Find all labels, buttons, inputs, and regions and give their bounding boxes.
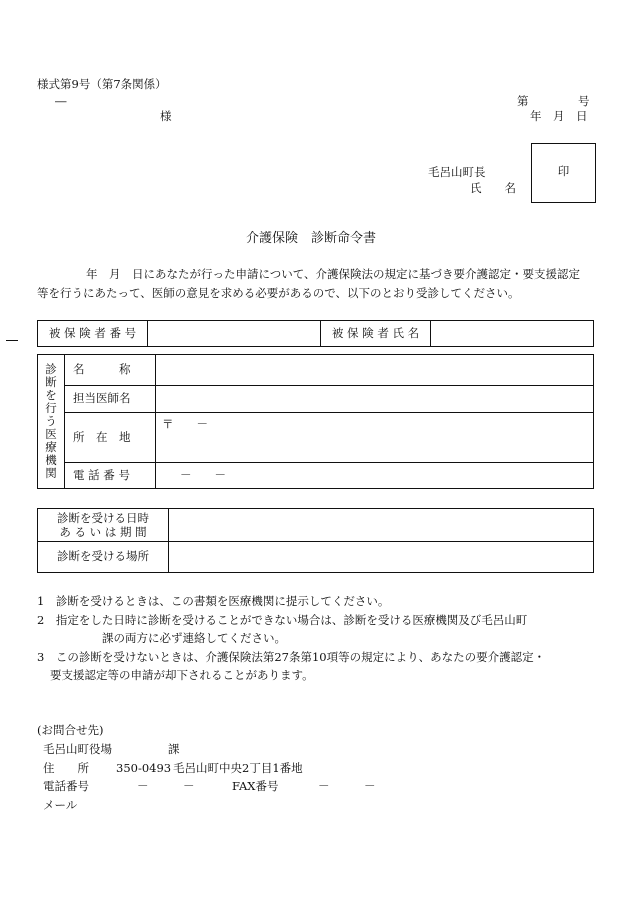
medical-institution-table bbox=[37, 354, 594, 489]
side-label-char: を bbox=[45, 388, 57, 402]
note-2b: 課の両方に必ず連絡してください。 bbox=[102, 631, 286, 645]
contact-heading: (お問合せ先) bbox=[37, 723, 104, 737]
mayor-title: 毛呂山町長 bbox=[428, 165, 486, 179]
issue-date: 年 月 日 bbox=[530, 109, 588, 123]
side-label-char: 診 bbox=[45, 362, 57, 376]
form-number: 様式第9号（第7条関係） bbox=[37, 77, 167, 91]
mayor-name-label: 氏 名 bbox=[470, 181, 516, 195]
contact-address-label: 住 所 bbox=[43, 761, 89, 775]
institution-name-field[interactable] bbox=[156, 355, 594, 386]
contact-address: 毛呂山町中央2丁目1番地 bbox=[173, 761, 303, 775]
note-3b: 要支援認定等の申請が却下されることがあります。 bbox=[50, 668, 314, 682]
diagnosis-date-field[interactable] bbox=[169, 509, 594, 542]
contact-phone-label: 電話番号 bbox=[43, 779, 89, 793]
phone-field[interactable] bbox=[156, 463, 594, 489]
contact-fax-label: FAX番号 bbox=[232, 779, 279, 793]
contact-fax-value: － － bbox=[318, 779, 376, 793]
diagnosis-place-label: 診断を受ける場所 bbox=[38, 542, 169, 573]
side-label-char: う bbox=[45, 414, 57, 428]
doctor-name-label: 担当医師名 bbox=[65, 386, 156, 413]
contact-section-suffix: 課 bbox=[168, 742, 180, 756]
insured-number-field[interactable] bbox=[148, 321, 321, 347]
insured-name-field[interactable] bbox=[431, 321, 594, 347]
diagnosis-date-label bbox=[38, 509, 169, 542]
diagnosis-table bbox=[37, 508, 594, 573]
addressee-honorific: 様 bbox=[160, 109, 172, 123]
insured-name-label: 被 保 険 者 氏 名 bbox=[321, 321, 431, 347]
note-2a: 2 指定をした日時に診断を受けることができない場合は、診断を受ける医療機関及び毛呂山町 bbox=[37, 613, 528, 627]
number-suffix: 号 bbox=[578, 94, 590, 108]
margin-mark bbox=[6, 340, 18, 341]
contact-postal: 350-0493 bbox=[116, 761, 172, 775]
diagnosis-date-label-1: 診断を受ける日時 bbox=[57, 511, 149, 525]
diagnosis-place-field[interactable] bbox=[169, 542, 594, 573]
number-prefix: 第 bbox=[517, 94, 529, 108]
contact-office: 毛呂山町役場 bbox=[43, 742, 112, 756]
side-label-char: 機 bbox=[45, 453, 57, 467]
seal-label: 印 bbox=[557, 164, 570, 178]
body-line-1: 年 月 日にあなたが行った申請について、介護保険法の規定に基づき要介護認定・要支援認定 bbox=[86, 267, 581, 281]
diagnosis-date-label-2: あ る い は 期 間 bbox=[59, 525, 147, 539]
note-1: 1 診断を受けるときは、この書類を医療機関に提示してください。 bbox=[37, 594, 390, 608]
insured-table bbox=[37, 320, 594, 347]
phone-value: － － bbox=[180, 467, 226, 482]
contact-mail-label: メール bbox=[43, 798, 78, 812]
seal-box bbox=[531, 143, 596, 203]
body-line-2: 等を行うにあたって、医師の意見を求める必要があるので、以下のとおり受診してください。 bbox=[37, 286, 520, 300]
document-title: 介護保険 診断命令書 bbox=[246, 231, 377, 246]
institution-name-label: 名 称 bbox=[65, 355, 156, 386]
side-label-char: 断 bbox=[45, 375, 57, 389]
note-3a: 3 この診断を受けないときは、介護保険法第27条第10項等の規定により、あなたの要介護認定・ bbox=[37, 650, 546, 664]
institution-side-label bbox=[38, 355, 65, 489]
side-label-char: 関 bbox=[45, 466, 57, 480]
side-label-char: 医 bbox=[45, 427, 57, 441]
institution-side-text bbox=[38, 363, 64, 480]
side-label-char: 行 bbox=[45, 401, 57, 415]
side-label-char: 療 bbox=[45, 440, 57, 454]
insured-number-label: 被 保 険 者 番 号 bbox=[38, 321, 148, 347]
contact-phone-value: － － bbox=[137, 779, 195, 793]
address-label: 所 在 地 bbox=[65, 413, 156, 463]
dash-mark: ― bbox=[55, 94, 67, 108]
doctor-name-field[interactable] bbox=[156, 386, 594, 413]
postal-mark: 〒 － bbox=[162, 417, 208, 431]
phone-label: 電 話 番 号 bbox=[65, 463, 156, 489]
address-field[interactable] bbox=[156, 413, 594, 463]
